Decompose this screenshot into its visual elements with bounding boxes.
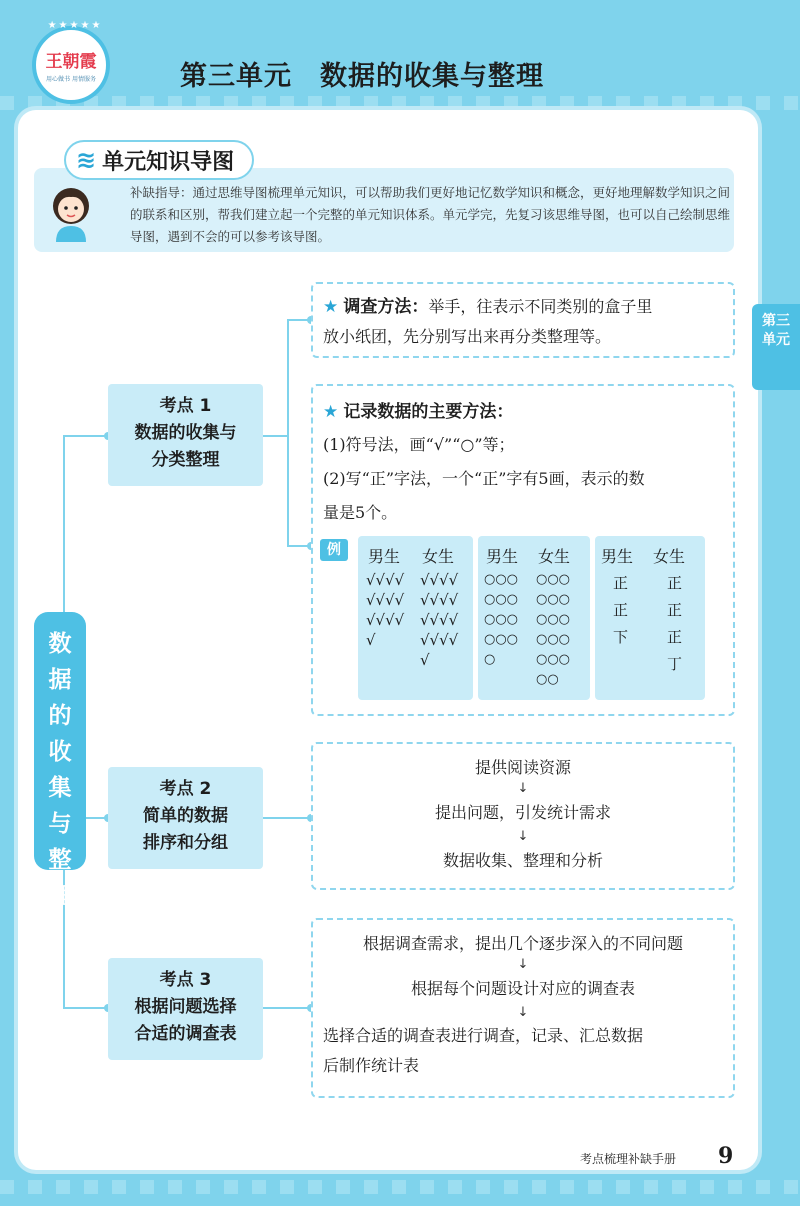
root-char: 理 — [48, 883, 72, 909]
logo-stars-icon: ★★★★★ — [47, 20, 103, 31]
tally-2-boy: ○○○ ○○○ ○○○ ○○○ ○ — [484, 572, 519, 667]
node-topic-2-line2: 简单的数据 — [143, 806, 228, 826]
node-topic-1-line1: 考点 1 — [159, 396, 212, 416]
guide-text: 补缺指导：通过思维导图梳理单元知识，可以帮助我们更好地记忆数学知识和概念，更好地理解数学知识之间的联系和区别，帮我们建立起一个完整的单元知识体系。单元学完，先复习该思维导图，也可以自己绘制思维导图，遇到不会的可以参考该导图。 — [130, 185, 731, 244]
logo-text: 王朝霞 — [45, 52, 97, 72]
tally-3-header-boy: 男生 — [601, 547, 634, 566]
node-topic-2 — [108, 767, 263, 869]
arrow-down-icon: ↓ — [517, 957, 529, 972]
root-char: 与 — [48, 811, 72, 837]
star-icon: ★ — [323, 297, 339, 317]
root-char: 集 — [48, 775, 72, 801]
arrow-down-icon: ↓ — [517, 781, 529, 796]
record-method-item-2b: 量是5个。 — [323, 503, 398, 522]
root-char: 收 — [48, 739, 72, 765]
page-title: 第三单元 数据的收集与整理 — [180, 61, 544, 92]
tally-2-header-girl: 女生 — [538, 547, 571, 566]
node-topic-3-line3: 合适的调查表 — [134, 1024, 237, 1044]
tally-1-boy: √√√√ √√√√ √√√√ √ — [366, 571, 405, 649]
tally-checkmarks — [358, 536, 473, 700]
survey-method-text-1: 举手，往表示不同类别的盒子里 — [428, 297, 653, 316]
tally-3-girl: 正 正 正 丁 — [667, 574, 683, 673]
node-topic-3-line2: 根据问题选择 — [134, 997, 237, 1017]
tally-3-boy: 正 正 下 — [613, 574, 629, 646]
side-tab-line2: 单元 — [762, 332, 790, 348]
tally-3-header-girl: 女生 — [653, 547, 686, 566]
side-tab-line1: 第三 — [762, 313, 790, 329]
root-char: 的 — [48, 703, 72, 729]
node-topic-2-line1: 考点 2 — [159, 779, 212, 799]
survey-method-title: 调查方法： — [343, 297, 429, 317]
record-method-item-2a: (2)写“正”字法，一个“正”字有5画，表示的数 — [323, 469, 645, 488]
root-char: 据 — [48, 667, 72, 693]
tally-1-header-boy: 男生 — [368, 547, 401, 566]
flow3-step-1: 根据调查需求，提出几个逐步深入的不同问题 — [362, 934, 683, 953]
example-tag: 例 — [320, 539, 348, 561]
record-method-title: 记录数据的主要方法： — [343, 402, 514, 422]
tally-1-girl: √√√√ √√√√ √√√√ √√√√ √ — [420, 571, 459, 669]
node-topic-1-line2: 数据的收集与 — [134, 423, 237, 443]
root-char: 整 — [48, 847, 72, 873]
logo-subtext: 用心做书 用情服务 — [46, 76, 96, 83]
survey-method-text-2: 放小纸团，先分别写出来再分类整理等。 — [323, 327, 612, 346]
tally-2-header-boy: 男生 — [486, 547, 519, 566]
survey-method-box — [311, 282, 735, 358]
record-method-item-1: (1)符号法，画“√”“○”等； — [323, 435, 515, 454]
node-topic-1-line3: 分类整理 — [151, 450, 220, 470]
arrow-down-icon: ↓ — [517, 829, 529, 844]
arrow-down-icon: ↓ — [517, 1005, 529, 1020]
page-number: 9 — [718, 1143, 734, 1169]
flow2-step-3: 数据收集、整理和分析 — [442, 851, 603, 870]
footer-book-title: 考点梳理补缺手册 — [580, 1152, 677, 1166]
survey-table-flow-box — [311, 918, 735, 1098]
star-icon: ★ — [323, 402, 339, 422]
node-topic-2-line3: 排序和分组 — [143, 833, 228, 853]
tally-1-header-girl: 女生 — [422, 547, 455, 566]
node-topic-3-line1: 考点 3 — [159, 970, 212, 990]
flow2-step-1: 提供阅读资源 — [474, 758, 571, 777]
sorting-flow-box — [311, 742, 735, 890]
root-char: 数 — [48, 631, 72, 657]
tally-zheng-marks — [595, 536, 705, 700]
tally-circles — [478, 536, 590, 700]
flow3-step-2: 根据每个问题设计对应的调查表 — [410, 979, 635, 998]
flow3-step-3b: 后制作统计表 — [323, 1056, 420, 1075]
node-topic-3 — [108, 958, 263, 1060]
flow2-step-2: 提出问题，引发统计需求 — [434, 803, 611, 822]
node-topic-1 — [108, 384, 263, 486]
wave-icon: ≋ — [76, 146, 97, 174]
mindmap-root — [34, 612, 86, 909]
tally-2-girl: ○○○ ○○○ ○○○ ○○○ ○○○ ○○ — [536, 572, 571, 687]
section-heading-label: 单元知识导图 — [102, 149, 235, 175]
flow3-step-3a: 选择合适的调查表进行调查，记录、汇总数据 — [323, 1026, 644, 1045]
